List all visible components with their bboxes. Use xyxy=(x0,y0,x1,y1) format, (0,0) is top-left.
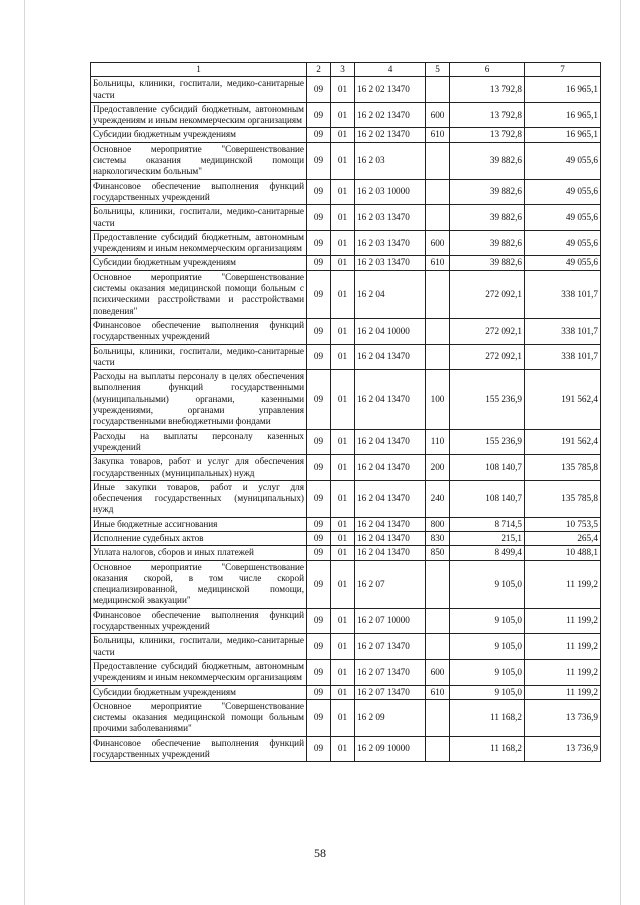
amount-year1-cell: 8 499,4 xyxy=(450,546,525,560)
row-name-cell: Предоставление субсидий бюджетным, автономным учреждениям и иным некоммерческим организациям xyxy=(91,230,307,256)
column-header: 5 xyxy=(426,63,450,77)
column-header: 4 xyxy=(355,63,426,77)
expense-type-cell: 830 xyxy=(426,531,450,545)
amount-year2-cell: 13 736,9 xyxy=(525,699,601,736)
section-cell: 09 xyxy=(307,480,331,517)
subsection-cell: 01 xyxy=(331,429,355,455)
row-name-cell: Основное мероприятие "Совершенствование системы оказания медицинской помощи больным с психическими расстройствами и расстройствами поведения" xyxy=(91,270,307,318)
subsection-cell: 01 xyxy=(331,531,355,545)
subsection-cell: 01 xyxy=(331,634,355,660)
subsection-cell: 01 xyxy=(331,685,355,699)
section-cell: 09 xyxy=(307,142,331,179)
expense-type-cell xyxy=(426,205,450,231)
expense-type-cell: 100 xyxy=(426,370,450,429)
amount-year2-cell: 16 965,1 xyxy=(525,128,601,142)
expense-type-cell xyxy=(426,608,450,634)
row-name-cell: Больницы, клиники, госпитали, медико-санитарные части xyxy=(91,344,307,370)
table-row xyxy=(91,659,601,685)
table-row xyxy=(91,205,601,231)
amount-year2-cell: 49 055,6 xyxy=(525,142,601,179)
table-row xyxy=(91,546,601,560)
scan-edge-left xyxy=(24,0,25,905)
section-cell: 09 xyxy=(307,560,331,608)
amount-year1-cell: 108 140,7 xyxy=(450,480,525,517)
section-cell: 09 xyxy=(307,546,331,560)
amount-year1-cell: 9 105,0 xyxy=(450,560,525,608)
subsection-cell: 01 xyxy=(331,142,355,179)
target-article-cell: 16 2 07 13470 xyxy=(355,659,426,685)
row-name-cell: Основное мероприятие "Совершенствование системы оказания медицинской помощи наркологическим больным" xyxy=(91,142,307,179)
row-name-cell: Финансовое обеспечение выполнения функций государственных учреждений xyxy=(91,318,307,344)
subsection-cell: 01 xyxy=(331,102,355,128)
section-cell: 09 xyxy=(307,344,331,370)
amount-year2-cell: 11 199,2 xyxy=(525,685,601,699)
row-name-cell: Больницы, клиники, госпитали, медико-санитарные части xyxy=(91,634,307,660)
subsection-cell: 01 xyxy=(331,370,355,429)
target-article-cell: 16 2 03 13470 xyxy=(355,230,426,256)
amount-year2-cell: 191 562,4 xyxy=(525,429,601,455)
amount-year1-cell: 9 105,0 xyxy=(450,634,525,660)
target-article-cell: 16 2 04 13470 xyxy=(355,531,426,545)
amount-year2-cell: 49 055,6 xyxy=(525,256,601,270)
amount-year1-cell: 11 168,2 xyxy=(450,736,525,762)
table-row xyxy=(91,256,601,270)
amount-year2-cell: 13 736,9 xyxy=(525,736,601,762)
row-name-cell: Финансовое обеспечение выполнения функций государственных учреждений xyxy=(91,179,307,205)
section-cell: 09 xyxy=(307,736,331,762)
target-article-cell: 16 2 04 13470 xyxy=(355,546,426,560)
amount-year2-cell: 265,4 xyxy=(525,531,601,545)
amount-year1-cell: 272 092,1 xyxy=(450,344,525,370)
target-article-cell: 16 2 03 13470 xyxy=(355,256,426,270)
section-cell: 09 xyxy=(307,699,331,736)
amount-year1-cell: 39 882,6 xyxy=(450,179,525,205)
row-name-cell: Больницы, клиники, госпитали, медико-санитарные части xyxy=(91,205,307,231)
section-cell: 09 xyxy=(307,318,331,344)
row-name-cell: Предоставление субсидий бюджетным, автономным учреждениям и иным некоммерческим организациям xyxy=(91,102,307,128)
table-row xyxy=(91,344,601,370)
target-article-cell: 16 2 04 xyxy=(355,270,426,318)
amount-year1-cell: 13 792,8 xyxy=(450,77,525,103)
section-cell: 09 xyxy=(307,685,331,699)
expense-type-cell: 800 xyxy=(426,517,450,531)
subsection-cell: 01 xyxy=(331,736,355,762)
expense-type-cell: 610 xyxy=(426,256,450,270)
row-name-cell: Уплата налогов, сборов и иных платежей xyxy=(91,546,307,560)
table-row xyxy=(91,608,601,634)
row-name-cell: Закупка товаров, работ и услуг для обеспечения государственных (муниципальных) нужд xyxy=(91,455,307,481)
target-article-cell: 16 2 04 13470 xyxy=(355,455,426,481)
row-name-cell: Финансовое обеспечение выполнения функций государственных учреждений xyxy=(91,608,307,634)
section-cell: 09 xyxy=(307,608,331,634)
amount-year1-cell: 9 105,0 xyxy=(450,659,525,685)
budget-table xyxy=(90,62,601,762)
subsection-cell: 01 xyxy=(331,344,355,370)
section-cell: 09 xyxy=(307,179,331,205)
amount-year2-cell: 10 488,1 xyxy=(525,546,601,560)
table-row xyxy=(91,517,601,531)
row-name-cell: Расходы на выплаты персоналу в целях обеспечения выполнения функций государственными (муниципальными) органами, казенными учреждениями, органами управления государственными внебюджетными фондами xyxy=(91,370,307,429)
amount-year1-cell: 108 140,7 xyxy=(450,455,525,481)
table-row xyxy=(91,270,601,318)
amount-year2-cell: 338 101,7 xyxy=(525,344,601,370)
subsection-cell: 01 xyxy=(331,179,355,205)
amount-year2-cell: 49 055,6 xyxy=(525,205,601,231)
expense-type-cell xyxy=(426,179,450,205)
table-row xyxy=(91,318,601,344)
expense-type-cell: 200 xyxy=(426,455,450,481)
amount-year1-cell: 9 105,0 xyxy=(450,608,525,634)
row-name-cell: Иные закупки товаров, работ и услуг для обеспечения государственных (муниципальных) нужд xyxy=(91,480,307,517)
expense-type-cell: 600 xyxy=(426,102,450,128)
target-article-cell: 16 2 02 13470 xyxy=(355,77,426,103)
section-cell: 09 xyxy=(307,205,331,231)
row-name-cell: Субсидии бюджетным учреждениям xyxy=(91,128,307,142)
table-row xyxy=(91,179,601,205)
subsection-cell: 01 xyxy=(331,318,355,344)
row-name-cell: Субсидии бюджетным учреждениям xyxy=(91,256,307,270)
subsection-cell: 01 xyxy=(331,205,355,231)
target-article-cell: 16 2 04 13470 xyxy=(355,429,426,455)
amount-year2-cell: 338 101,7 xyxy=(525,270,601,318)
target-article-cell: 16 2 09 10000 xyxy=(355,736,426,762)
section-cell: 09 xyxy=(307,256,331,270)
column-header: 3 xyxy=(331,63,355,77)
amount-year2-cell: 49 055,6 xyxy=(525,179,601,205)
table-row xyxy=(91,370,601,429)
expense-type-cell xyxy=(426,634,450,660)
target-article-cell: 16 2 04 13470 xyxy=(355,344,426,370)
expense-type-cell: 600 xyxy=(426,659,450,685)
section-cell: 09 xyxy=(307,77,331,103)
section-cell: 09 xyxy=(307,531,331,545)
column-header: 7 xyxy=(525,63,601,77)
row-name-cell: Финансовое обеспечение выполнения функций государственных учреждений xyxy=(91,736,307,762)
row-name-cell: Расходы на выплаты персоналу казенных учреждений xyxy=(91,429,307,455)
target-article-cell: 16 2 07 10000 xyxy=(355,608,426,634)
target-article-cell: 16 2 02 13470 xyxy=(355,102,426,128)
expense-type-cell: 610 xyxy=(426,685,450,699)
section-cell: 09 xyxy=(307,634,331,660)
subsection-cell: 01 xyxy=(331,546,355,560)
row-name-cell: Основное мероприятие "Совершенствование оказания скорой, в том числе скорой специализированной, медицинской помощи, медицинской эвакуации" xyxy=(91,560,307,608)
expense-type-cell: 610 xyxy=(426,128,450,142)
table-row xyxy=(91,685,601,699)
row-name-cell: Субсидии бюджетным учреждениям xyxy=(91,685,307,699)
target-article-cell: 16 2 04 13470 xyxy=(355,517,426,531)
target-article-cell: 16 2 09 xyxy=(355,699,426,736)
subsection-cell: 01 xyxy=(331,659,355,685)
subsection-cell: 01 xyxy=(331,480,355,517)
subsection-cell: 01 xyxy=(331,77,355,103)
amount-year1-cell: 39 882,6 xyxy=(450,205,525,231)
table-row xyxy=(91,102,601,128)
table-body xyxy=(91,63,601,762)
amount-year2-cell: 338 101,7 xyxy=(525,318,601,344)
expense-type-cell xyxy=(426,699,450,736)
table-row xyxy=(91,429,601,455)
amount-year1-cell: 272 092,1 xyxy=(450,318,525,344)
expense-type-cell xyxy=(426,318,450,344)
page-number: 58 xyxy=(314,846,326,860)
target-article-cell: 16 2 04 13470 xyxy=(355,370,426,429)
expense-type-cell xyxy=(426,270,450,318)
amount-year1-cell: 8 714,5 xyxy=(450,517,525,531)
amount-year1-cell: 155 236,9 xyxy=(450,370,525,429)
amount-year1-cell: 39 882,6 xyxy=(450,142,525,179)
table-row xyxy=(91,128,601,142)
subsection-cell: 01 xyxy=(331,230,355,256)
section-cell: 09 xyxy=(307,102,331,128)
amount-year2-cell: 10 753,5 xyxy=(525,517,601,531)
column-header: 6 xyxy=(450,63,525,77)
amount-year2-cell: 135 785,8 xyxy=(525,480,601,517)
expense-type-cell xyxy=(426,344,450,370)
amount-year1-cell: 9 105,0 xyxy=(450,685,525,699)
column-header: 1 xyxy=(91,63,307,77)
expense-type-cell xyxy=(426,736,450,762)
column-header: 2 xyxy=(307,63,331,77)
section-cell: 09 xyxy=(307,659,331,685)
subsection-cell: 01 xyxy=(331,517,355,531)
row-name-cell: Больницы, клиники, госпитали, медико-санитарные части xyxy=(91,77,307,103)
section-cell: 09 xyxy=(307,455,331,481)
expense-type-cell: 110 xyxy=(426,429,450,455)
amount-year1-cell: 272 092,1 xyxy=(450,270,525,318)
table-header-row xyxy=(91,63,601,77)
target-article-cell: 16 2 03 13470 xyxy=(355,205,426,231)
target-article-cell: 16 2 03 10000 xyxy=(355,179,426,205)
section-cell: 09 xyxy=(307,128,331,142)
scan-edge-right xyxy=(620,0,621,905)
subsection-cell: 01 xyxy=(331,270,355,318)
expense-type-cell: 240 xyxy=(426,480,450,517)
amount-year1-cell: 39 882,6 xyxy=(450,230,525,256)
row-name-cell: Основное мероприятие "Совершенствование системы оказания медицинской помощи больным прочими заболеваниями" xyxy=(91,699,307,736)
amount-year1-cell: 13 792,8 xyxy=(450,102,525,128)
amount-year2-cell: 11 199,2 xyxy=(525,634,601,660)
amount-year2-cell: 16 965,1 xyxy=(525,77,601,103)
amount-year2-cell: 191 562,4 xyxy=(525,370,601,429)
row-name-cell: Иные бюджетные ассигнования xyxy=(91,517,307,531)
amount-year1-cell: 155 236,9 xyxy=(450,429,525,455)
section-cell: 09 xyxy=(307,429,331,455)
table-row xyxy=(91,480,601,517)
table-row xyxy=(91,77,601,103)
subsection-cell: 01 xyxy=(331,455,355,481)
table-row xyxy=(91,455,601,481)
table-row xyxy=(91,230,601,256)
target-article-cell: 16 2 07 13470 xyxy=(355,685,426,699)
subsection-cell: 01 xyxy=(331,128,355,142)
amount-year1-cell: 39 882,6 xyxy=(450,256,525,270)
table-row xyxy=(91,699,601,736)
table-row xyxy=(91,560,601,608)
target-article-cell: 16 2 07 xyxy=(355,560,426,608)
target-article-cell: 16 2 07 13470 xyxy=(355,634,426,660)
subsection-cell: 01 xyxy=(331,256,355,270)
expense-type-cell xyxy=(426,560,450,608)
target-article-cell: 16 2 04 13470 xyxy=(355,480,426,517)
row-name-cell: Предоставление субсидий бюджетным, автономным учреждениям и иным некоммерческим организациям xyxy=(91,659,307,685)
expense-type-cell: 600 xyxy=(426,230,450,256)
target-article-cell: 16 2 03 xyxy=(355,142,426,179)
subsection-cell: 01 xyxy=(331,699,355,736)
amount-year1-cell: 13 792,8 xyxy=(450,128,525,142)
amount-year2-cell: 135 785,8 xyxy=(525,455,601,481)
section-cell: 09 xyxy=(307,517,331,531)
table-row xyxy=(91,531,601,545)
expense-type-cell: 850 xyxy=(426,546,450,560)
amount-year2-cell: 11 199,2 xyxy=(525,659,601,685)
table-row xyxy=(91,736,601,762)
amount-year1-cell: 215,1 xyxy=(450,531,525,545)
amount-year2-cell: 49 055,6 xyxy=(525,230,601,256)
amount-year2-cell: 11 199,2 xyxy=(525,560,601,608)
section-cell: 09 xyxy=(307,230,331,256)
table-row xyxy=(91,142,601,179)
table-row xyxy=(91,634,601,660)
row-name-cell: Исполнение судебных актов xyxy=(91,531,307,545)
section-cell: 09 xyxy=(307,370,331,429)
amount-year2-cell: 16 965,1 xyxy=(525,102,601,128)
amount-year2-cell: 11 199,2 xyxy=(525,608,601,634)
expense-type-cell xyxy=(426,142,450,179)
amount-year1-cell: 11 168,2 xyxy=(450,699,525,736)
subsection-cell: 01 xyxy=(331,560,355,608)
target-article-cell: 16 2 02 13470 xyxy=(355,128,426,142)
section-cell: 09 xyxy=(307,270,331,318)
subsection-cell: 01 xyxy=(331,608,355,634)
target-article-cell: 16 2 04 10000 xyxy=(355,318,426,344)
expense-type-cell xyxy=(426,77,450,103)
